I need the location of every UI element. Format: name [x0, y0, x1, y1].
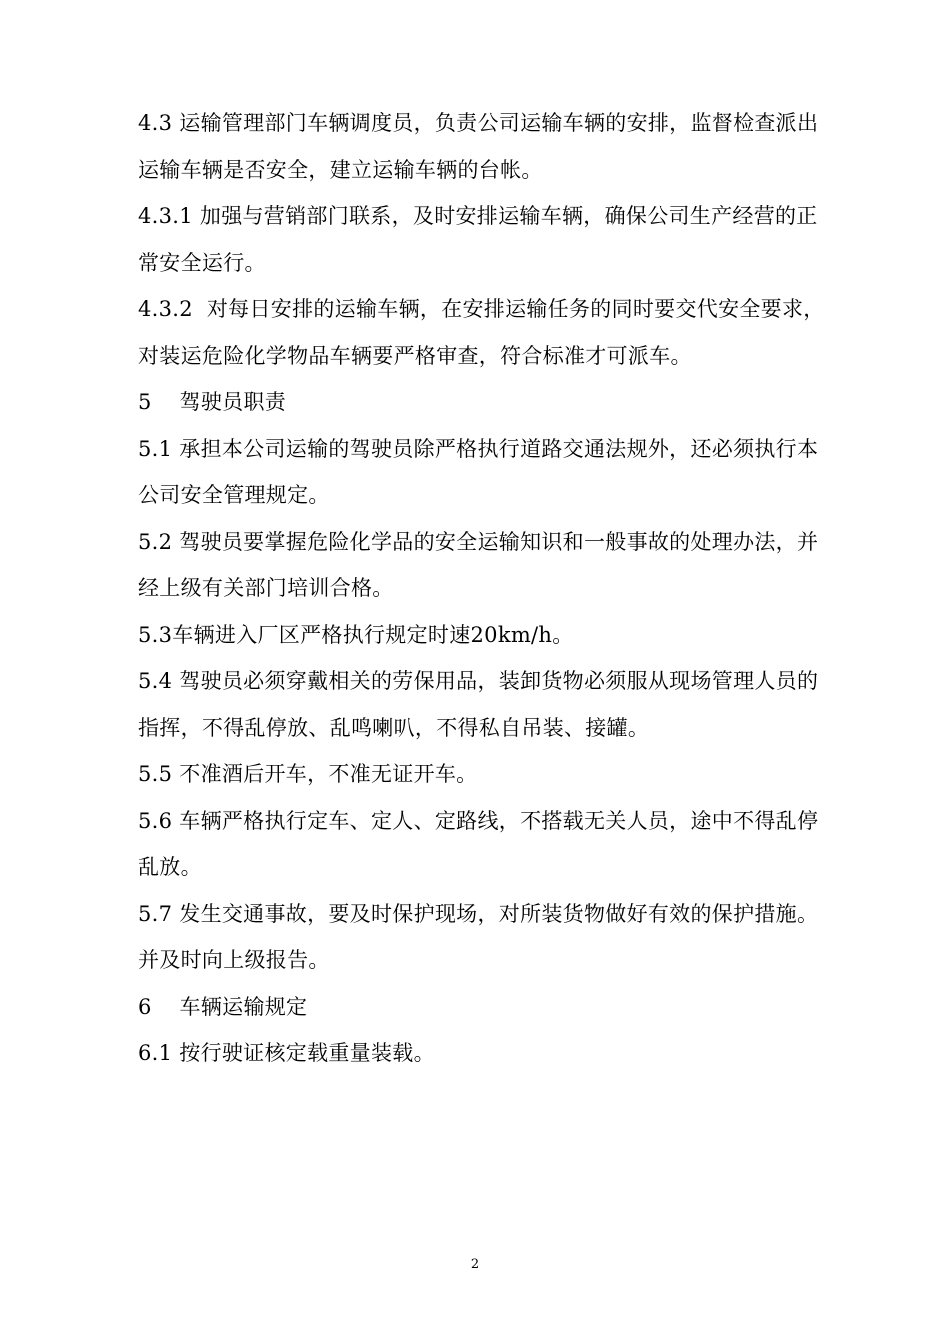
paragraph-5-1: 5.1 承担本公司运输的驾驶员除严格执行道路交通法规外，还必须执行本公司安全管理规定。 [138, 436, 819, 507]
paragraph-4-3-1: 4.3.1 加强与营销部门联系，及时安排运输车辆，确保公司生产经营的正常安全运行。 [138, 204, 818, 275]
document-body [138, 100, 828, 1077]
paragraph-4-3: 4.3 运输管理部门车辆调度员，负责公司运输车辆的安排，监督检查派出运输车辆是否安全，建立运输车辆的台帐。 [138, 111, 819, 182]
paragraph-4-3-2: 4.3.2 对每日安排的运输车辆，在安排运输任务的同时要交代安全要求，对装运危险化学物品车辆要严格审查，符合标准才可派车。 [138, 297, 825, 368]
paragraph-5-3: 5.3车辆进入厂区严格执行规定时速20km/h。 [138, 622, 574, 647]
page-number: 2 [470, 1257, 480, 1272]
section-heading-5: 5 驾驶员职责 [138, 390, 287, 414]
paragraph-5-2: 5.2 驾驶员要掌握危险化学品的安全运输知识和一般事故的处理办法，并经上级有关部门培训合格。 [138, 529, 819, 600]
section-heading-6: 6 车辆运输规定 [138, 994, 308, 1019]
paragraph-5-4: 5.4 驾驶员必须穿戴相关的劳保用品，装卸货物必须服从现场管理人员的指挥，不得乱停放、乱鸣喇叭，不得私自吊装、接罐。 [138, 669, 819, 740]
paragraph-report: 并及时向上级报告。 [138, 948, 330, 972]
paragraph-5-6: 5.6 车辆严格执行定车、定人、定路线，不搭载无关人员，途中不得乱停乱放。 [138, 808, 819, 879]
paragraph-5-7: 5.7 发生交通事故，要及时保护现场，对所装货物做好有效的保护措施。 [138, 901, 819, 926]
paragraph-5-5: 5.5 不准酒后开车，不准无证开车。 [138, 762, 478, 786]
paragraph-6-1: 6.1 按行驶证核定载重量装载。 [138, 1041, 435, 1065]
